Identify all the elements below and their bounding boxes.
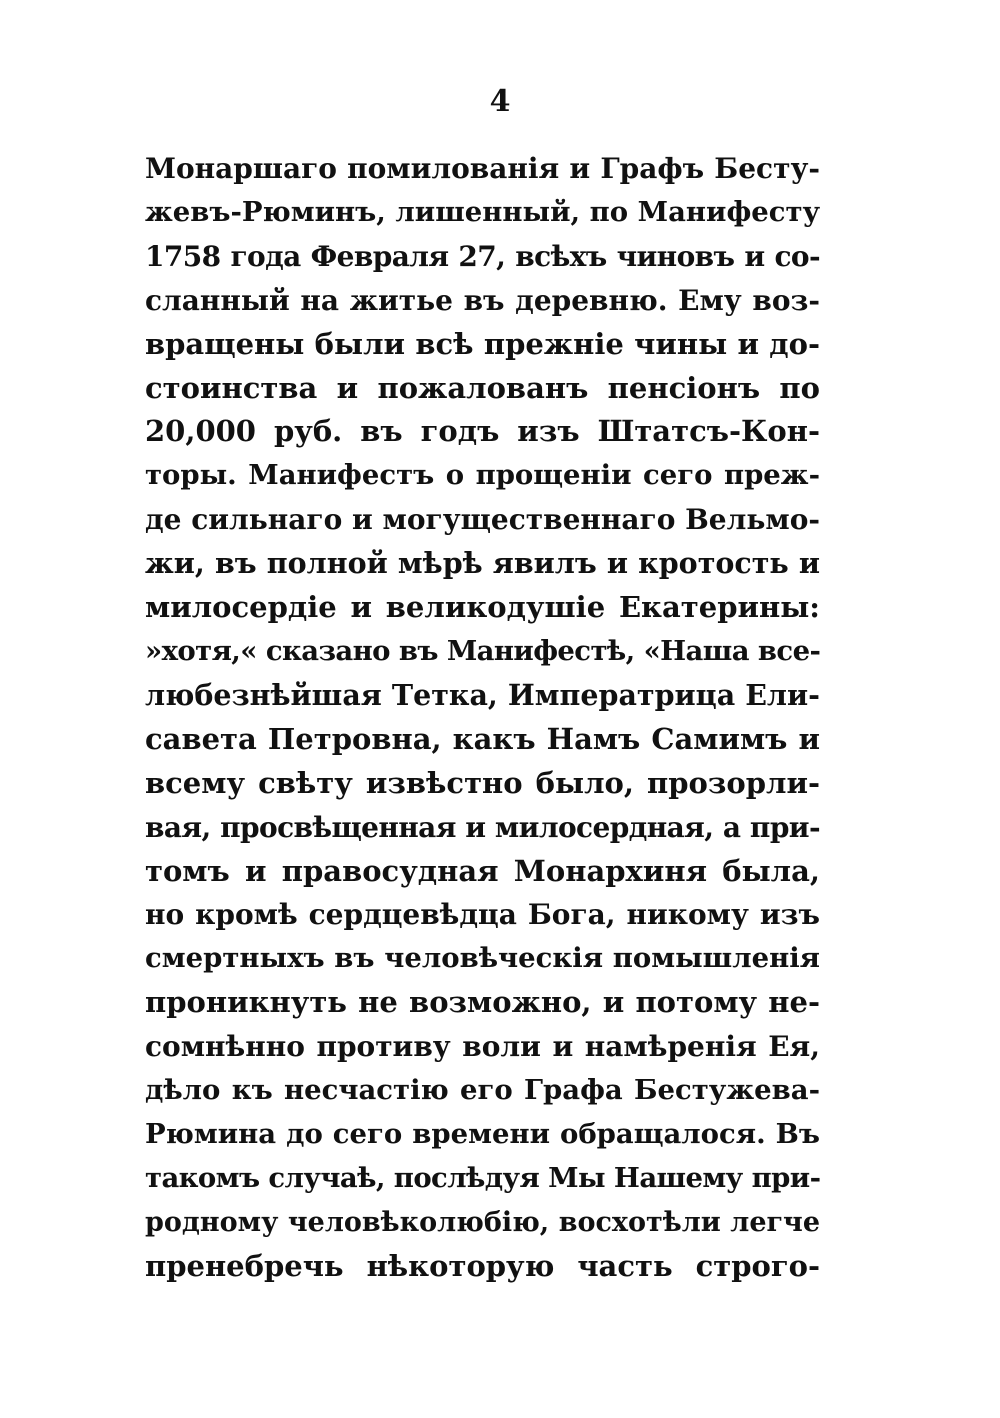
- text-line: жи, въ полной мѣрѣ явилъ и кротость и: [145, 546, 820, 581]
- text-line: любезнѣйшая Тетка, Императрица Ели-: [145, 677, 820, 712]
- text-line: жевъ-Рюминъ, лишенный, по Манифесту: [145, 195, 821, 228]
- text-line: всему свѣту извѣстно было, прозорли-: [145, 765, 820, 800]
- text-line: пренебречь нѣкоторую часть строго-: [145, 1248, 820, 1283]
- text-line: такомъ случаѣ, послѣдуя Мы Нашему при-: [145, 1161, 821, 1194]
- text-line: савета Петровна, какъ Намъ Самимъ и: [145, 721, 820, 756]
- text-line: Рюмина до сего времени обращалося. Въ: [145, 1117, 820, 1150]
- text-line: проникнуть не возможно, и потому не-: [145, 985, 820, 1020]
- text-line: родному человѣколюбію, восхотѣли легче: [145, 1206, 820, 1238]
- text-line: 20,000 руб. въ годъ изъ Штатсъ-Кон-: [145, 414, 820, 449]
- text-line: смертныхъ въ человѣческія помышленія: [145, 942, 820, 975]
- text-line: вращены были всѣ прежніе чины и до-: [145, 326, 820, 361]
- text-line: де сильнаго и могущественнаго Вельмо-: [145, 503, 820, 537]
- page-number: 4: [489, 84, 511, 119]
- text-line: дѣло къ несчастію его Графа Бестужева-: [145, 1074, 820, 1107]
- text-line: милосердіе и великодушіе Екатерины:: [145, 590, 820, 625]
- text-line: »хотя,« сказано въ Манифестѣ, «Наша все-: [145, 634, 821, 667]
- text-line: 1758 года Февраля 27, всѣхъ чиновъ и со-: [145, 239, 820, 273]
- text-line: томъ и правосудная Монархиня была,: [145, 853, 820, 888]
- text-line: сомнѣнно противу воли и намѣренія Ея,: [145, 1030, 820, 1064]
- text-line: торы. Манифестъ о прощеніи сего преж-: [145, 459, 820, 492]
- body-text: [145, 147, 820, 1289]
- text-line: вая, просвѣщенная и милосердная, а при-: [145, 810, 820, 844]
- text-line: но кромѣ сердцевѣдца Бога, никому изъ: [145, 898, 820, 932]
- text-line: сланный на житье въ деревню. Ему воз-: [145, 283, 820, 317]
- text-line: Монаршаго помилованія и Графъ Бесту-: [145, 152, 820, 185]
- text-line: стоинства и пожалованъ пенсіонъ по: [145, 370, 820, 405]
